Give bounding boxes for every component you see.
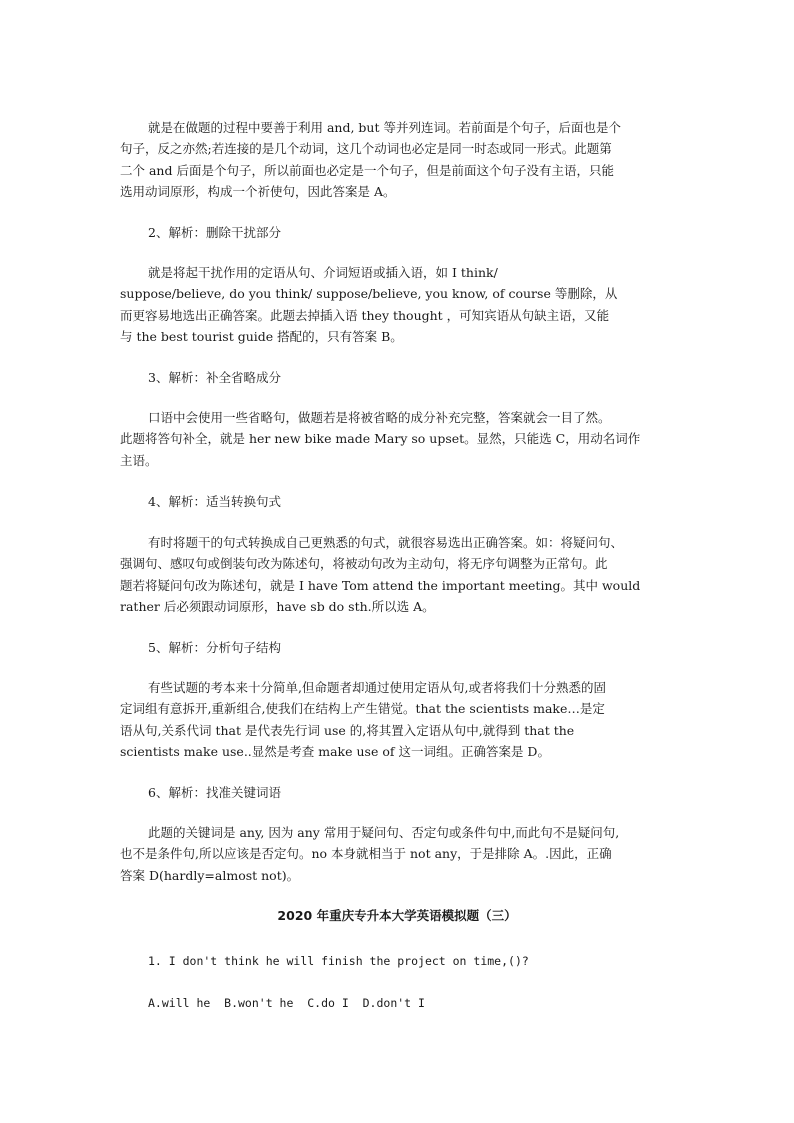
- question-stem: 1. I don't think he will finish the project on time,()?: [148, 954, 529, 968]
- text-line: 二个 and 后面是个句子，所以前面也必定是一个句子，但是前面这个句子没有主语，只能: [120, 162, 614, 178]
- text-line: 就是将起干扰作用的定语从句、介词短语或插入语，如 I think/: [148, 265, 498, 280]
- paragraph-analyze-structure: [120, 677, 676, 762]
- text-line: 题若将疑问句改为陈述句，就是 I have Tom attend the important meeting。其中 would: [120, 577, 641, 593]
- text-line: 有些试题的考本来十分简单,但命题者却通过使用定语从句,或者将我们十分熟悉的固: [148, 680, 606, 695]
- text-line: 与 the best tourist guide 搭配的，只有答案 B。: [120, 328, 403, 344]
- paragraph-key-words: [120, 822, 676, 886]
- text-line: 也不是条件句,所以应该是否定句。no 本身就相当于 not any，于是排除 A。.因此，正确: [120, 846, 612, 862]
- text-line: 而更容易地选出正确答案。此题去掉插入语 they thought ，可知宾语从句缺主语，又能: [120, 307, 610, 323]
- text-line: 选用动词原形，构成一个祈使句，因此答案是 A。: [120, 183, 396, 199]
- text-line: 答案 D(hardly=almost not)。: [120, 867, 300, 883]
- text-line: rather 后必须跟动词原形，have sb do sth.所以选 A。: [120, 598, 435, 614]
- text-line: 句子，反之亦然;若连接的是几个动词，这几个动词也必定是同一时态或同一形式。此题第: [120, 141, 612, 157]
- exam-title: 2020 年重庆专升本大学英语模拟题（三）: [277, 908, 517, 923]
- section-heading-2: 2、解析：删除干扰部分: [148, 225, 281, 240]
- text-line: 此题将答句补全，就是 her new bike made Mary so upset。显然，只能选 C，用动名词作: [120, 431, 641, 447]
- section-heading-6: 6、解析：找准关键词语: [148, 785, 281, 800]
- paragraph-complete-ellipsis: [120, 407, 676, 471]
- text-line: suppose/believe, do you think/ suppose/believe, you know, of course 等删除，从: [120, 286, 618, 302]
- text-line: 有时将题干的句式转换成自己更熟悉的句式，就很容易选出正确答案。如：将疑问句、: [148, 535, 624, 550]
- paragraph-convert-sentence: [120, 532, 676, 617]
- text-line: 强调句、感叹句或倒装句改为陈述句，将被动句改为主动句，将无序句调整为正常句。此: [120, 556, 608, 572]
- text-line: 口语中会使用一些省略句，做题若是将被省略的成分补充完整，答案就会一目了然。: [148, 410, 611, 425]
- text-line: 主语。: [120, 452, 158, 468]
- question-options: A.will he B.won't he C.do I D.don't I: [148, 996, 425, 1010]
- paragraph-remove-distractions: [120, 262, 676, 347]
- text-line: 此题的关键词是 any, 因为 any 常用于疑问句、否定句或条件句中,而此句不是疑问句,: [148, 825, 620, 840]
- text-line: scientists make use..显然是考查 make use of 这一词组。正确答案是 D。: [120, 743, 550, 759]
- section-heading-5: 5、解析：分析句子结构: [148, 640, 281, 655]
- text-line: 定词组有意拆开,重新组合,使我们在结构上产生错觉。that the scientists make…是定: [120, 701, 605, 717]
- section-heading-4: 4、解析：适当转换句式: [148, 494, 281, 509]
- text-line: 语从句,关系代词 that 是代表先行词 use 的,将其置入定语从句中,就得到 that the: [120, 722, 575, 738]
- text-line: 就是在做题的过程中要善于利用 and, but 等并列连词。若前面是个句子，后面也是个: [148, 120, 621, 135]
- paragraph-conjunctions: [120, 117, 676, 202]
- section-heading-3: 3、解析：补全省略成分: [148, 370, 281, 385]
